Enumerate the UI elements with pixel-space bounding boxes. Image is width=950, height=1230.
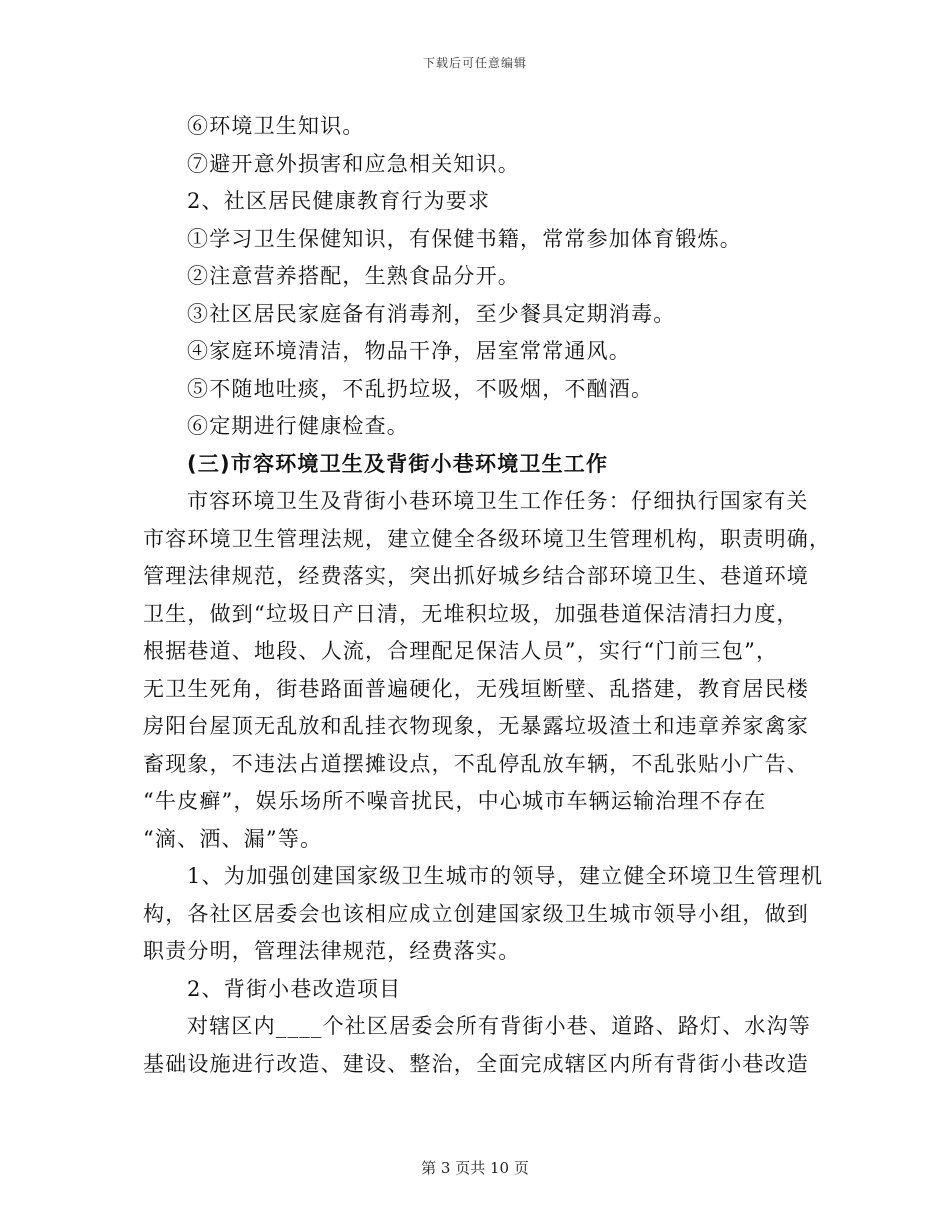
- page-header: 下载后可任意编辑: [422, 56, 527, 70]
- text-line: 卫生，做到“垃圾日产日清，无堆积垃圾，加强巷道保洁清扫力度，: [143, 601, 799, 626]
- document-body: [143, 108, 832, 1083]
- text-line: 基础设施进行改造、建设、整治，全面完成辖区内所有背街小巷改造: [143, 1051, 809, 1076]
- text-line: 市容环境卫生管理法规，建立健全各级环境卫生管理机构，职责明确，: [143, 526, 832, 551]
- text-line: 对辖区内____个社区居委会所有背街小巷、道路、路灯、水沟等: [187, 1014, 811, 1038]
- text-line: ⑤不随地吐痰，不乱扔垃圾，不吸烟，不酗酒。: [187, 376, 654, 401]
- text-line: “牛皮癣”，娱乐场所不噪音扰民，中心城市车辆运输治理不存在: [143, 789, 767, 813]
- text-line: ①学习卫生保健知识，有保健书籍，常常参加体育锻炼。: [187, 226, 742, 251]
- text-line: 职责分明，管理法律规范，经费落实。: [143, 939, 521, 963]
- text-line: 畜现象，不违法占道摆摊设点，不乱停乱放车辆，不乱张贴小广告、: [143, 751, 809, 776]
- text-line: ⑦避开意外损害和应急相关知识。: [187, 151, 520, 176]
- text-line: ③社区居民家庭备有消毒剂，至少餐具定期消毒。: [187, 301, 676, 326]
- text-line: ②注意营养搭配，生熟食品分开。: [187, 264, 520, 288]
- text-line: 2、社区居民健康教育行为要求: [187, 189, 491, 213]
- text-line: ⑥环境卫生知识。: [187, 114, 365, 138]
- text-line: 1、为加强创建国家级卫生城市的领导，建立健全环境卫生管理机: [187, 864, 824, 888]
- text-line: 市容环境卫生及背街小巷环境卫生工作任务：仔细执行国家有关: [187, 489, 809, 513]
- text-line: 管理法律规范，经费落实，突出抓好城乡结合部环境卫生、巷道环境: [143, 564, 809, 588]
- text-line: 构，各社区居委会也该相应成立创建国家级卫生城市领导小组，做到: [143, 901, 809, 926]
- section-heading: (三)市容环境卫生及背街小巷环境卫生工作: [187, 451, 609, 476]
- text-line: 房阳台屋顶无乱放和乱挂衣物现象，无暴露垃圾渣土和违章养家禽家: [143, 714, 809, 738]
- text-line: “滴、洒、漏”等。: [143, 826, 323, 851]
- text-line: 2、背街小巷改造项目: [187, 976, 402, 1001]
- page-number: 第 3 页共 10 页: [421, 1159, 529, 1177]
- text-line: ⑥定期进行健康检查。: [187, 414, 409, 438]
- text-line: ④家庭环境清洁，物品干净，居室常常通风。: [187, 339, 631, 363]
- text-line: 无卫生死角，街巷路面普遍硬化，无残垣断壁、乱搭建，教育居民楼: [143, 676, 809, 701]
- text-line: 根据巷道、地段、人流，合理配足保洁人员”，实行“门前三包”，: [143, 639, 779, 663]
